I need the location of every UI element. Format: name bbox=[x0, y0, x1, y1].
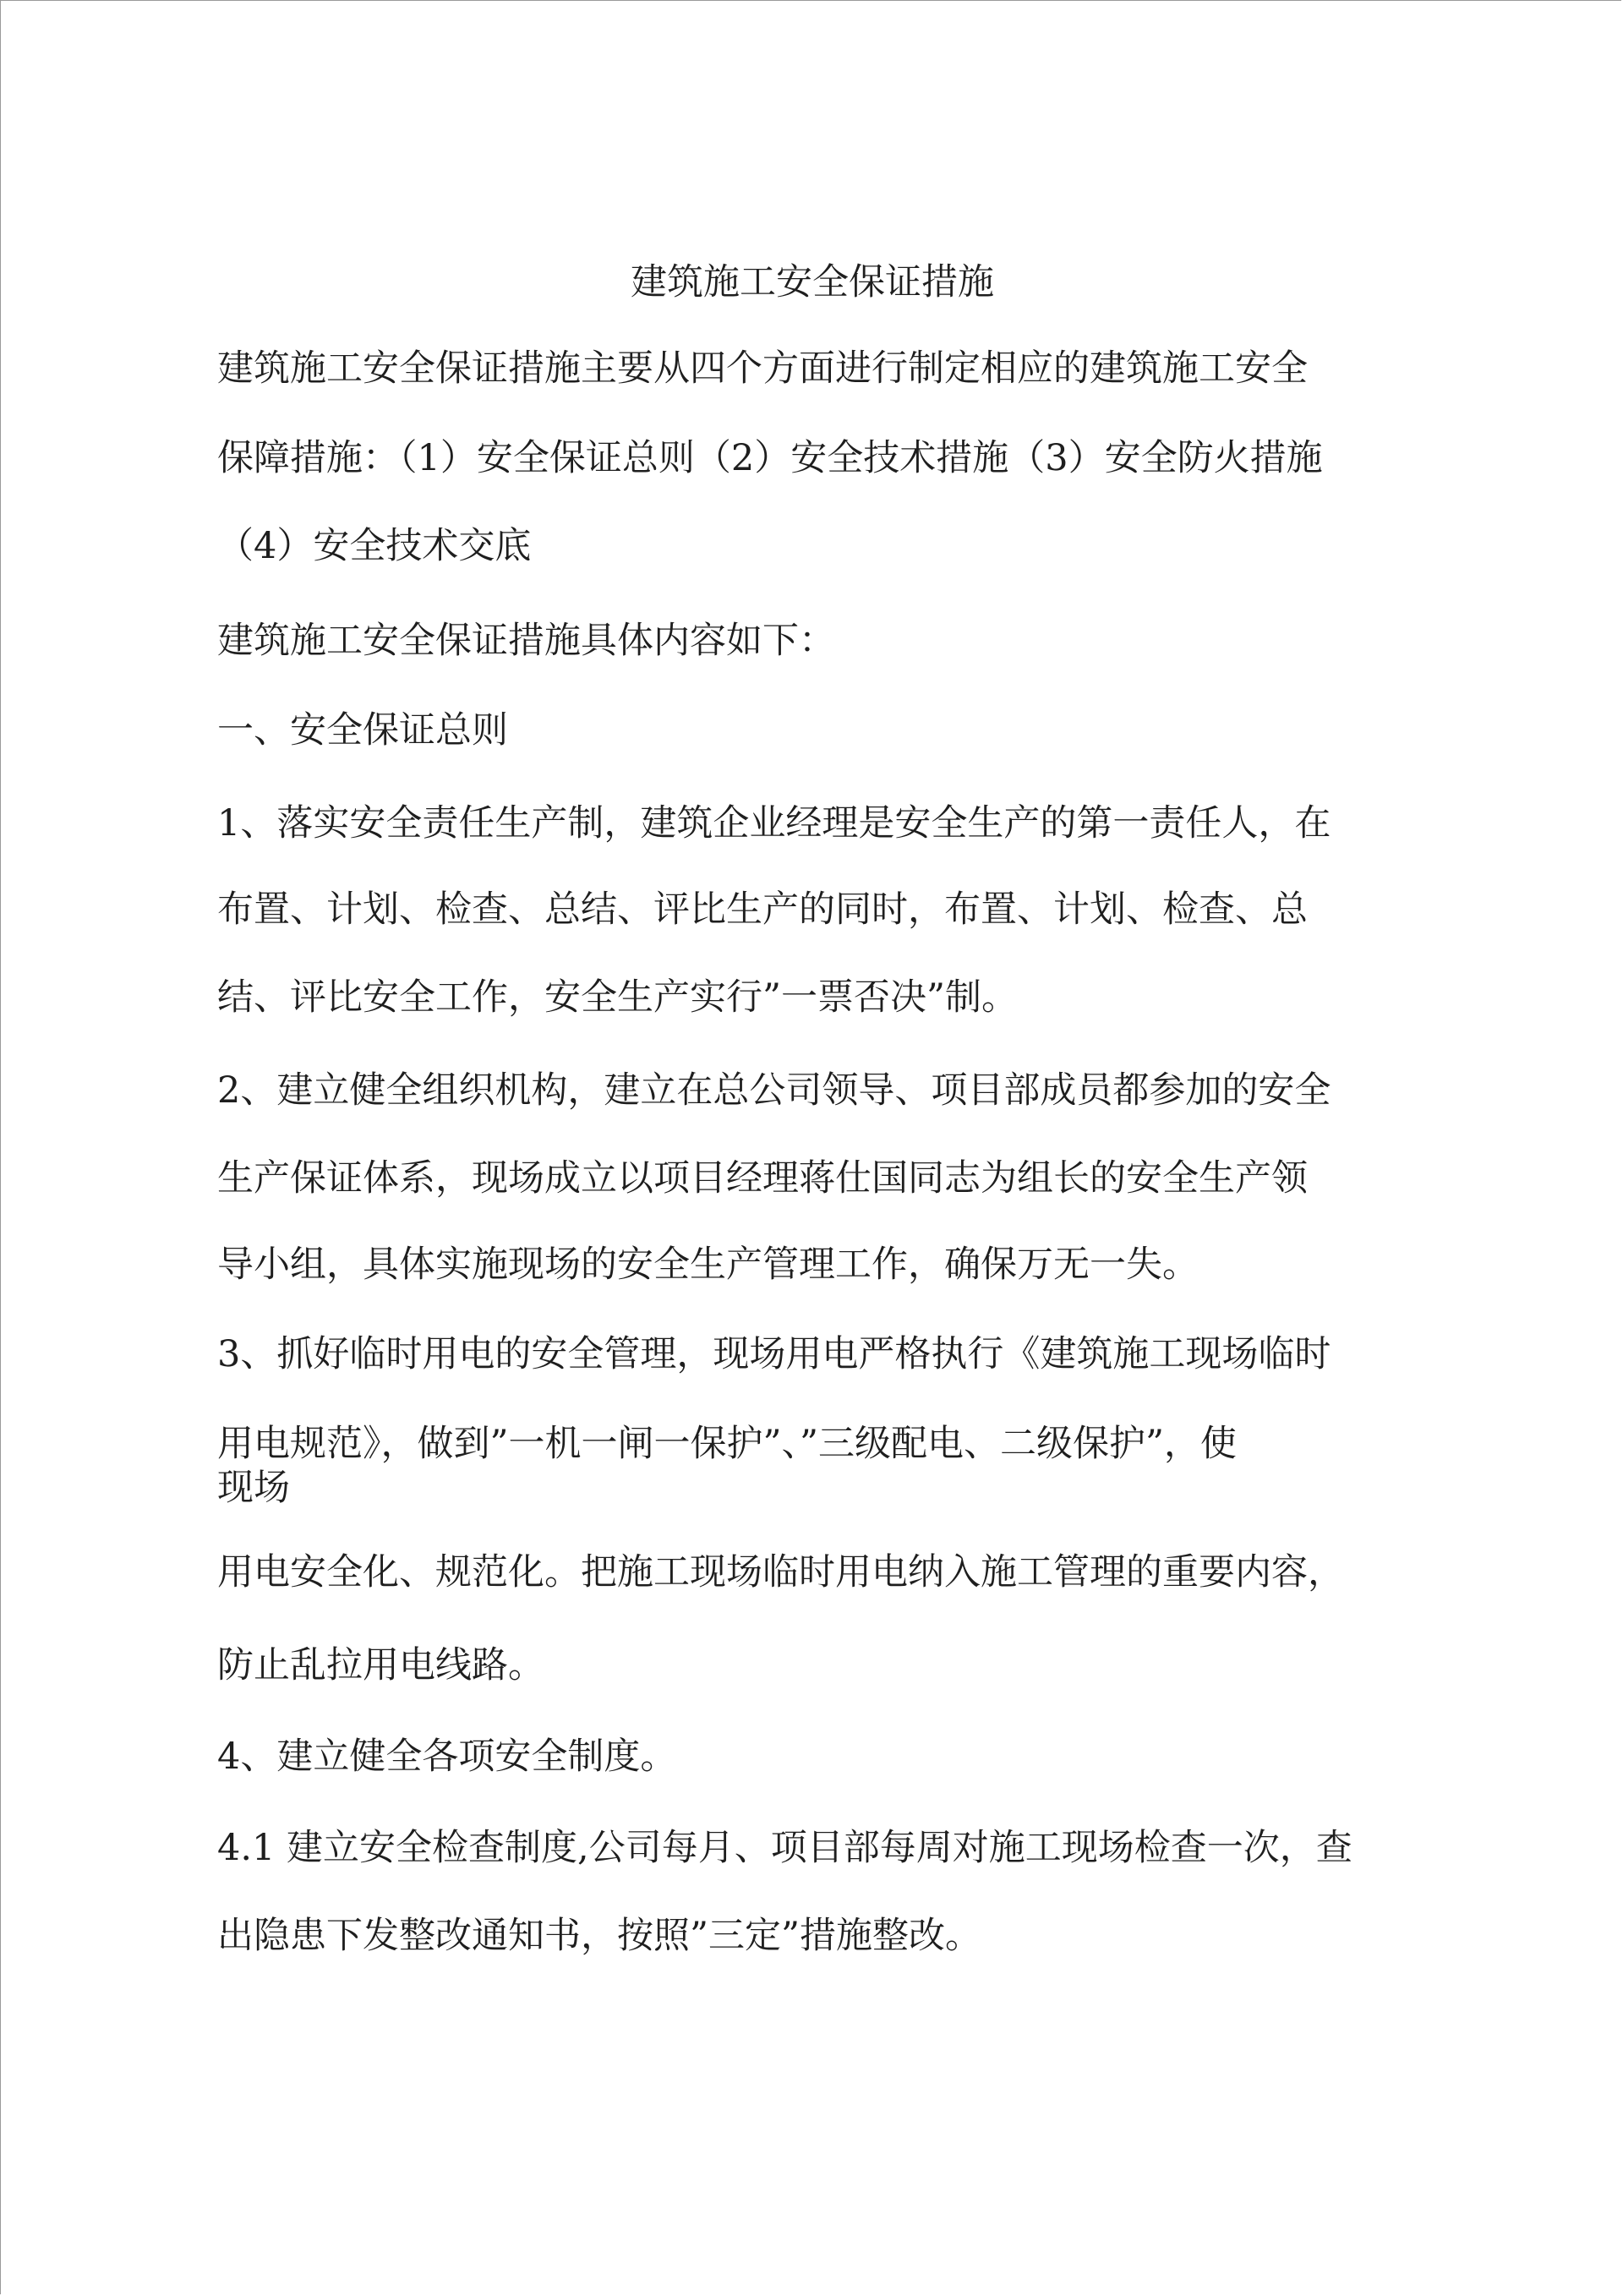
text-line: 生产保证体系，现场成立以项目经理蒋仕国同志为组长的安全生产领 bbox=[217, 1157, 1308, 1200]
section-heading: 一、安全保证总则 bbox=[217, 709, 508, 752]
text-line: 结、评比安全工作，安全生产实行”一票否决”制。 bbox=[217, 976, 1018, 1019]
text-line: 防止乱拉用电线路。 bbox=[217, 1644, 544, 1686]
text-line: 建筑施工安全保证措施主要从四个方面进行制定相应的建筑施工安全 bbox=[217, 347, 1308, 390]
text-line: 布置、计划、检查、总结、评比生产的同时，布置、计划、检查、总 bbox=[217, 888, 1308, 931]
text-line: 4.1 建立安全检查制度,公司每月、项目部每周对施工现场检查一次，查 bbox=[217, 1827, 1352, 1869]
text-line: 用电规范》，做到”一机一闸一保护”、”三级配电、二级保护”，使 bbox=[217, 1423, 1237, 1465]
text-line: （4）安全技术交底 bbox=[217, 525, 532, 567]
text-line: 保障措施：（1）安全保证总则（2）安全技术措施（3）安全防火措施 bbox=[217, 437, 1323, 479]
text-line: 用电安全化、规范化。把施工现场临时用电纳入施工管理的重要内容， bbox=[217, 1551, 1344, 1594]
text-line: 3、抓好临时用电的安全管理，现场用电严格执行《建筑施工现场临时 bbox=[217, 1333, 1331, 1375]
text-line: 2、建立健全组织机构，建立在总公司领导、项目部成员都参加的安全 bbox=[217, 1069, 1331, 1112]
text-line: 4、建立健全各项安全制度。 bbox=[217, 1736, 677, 1778]
text-line: 导小组，具体实施现场的安全生产管理工作，确保万无一失。 bbox=[217, 1244, 1199, 1286]
text-line: 出隐患下发整改通知书，按照”三定”措施整改。 bbox=[217, 1915, 981, 1957]
text-line: 1、落实安全责任生产制，建筑企业经理是安全生产的第一责任人，在 bbox=[217, 802, 1331, 845]
text-line: 现场 bbox=[217, 1467, 290, 1509]
document-title: 建筑施工安全保证措施 bbox=[631, 261, 994, 303]
text-line: 建筑施工安全保证措施具体内容如下： bbox=[217, 620, 835, 662]
